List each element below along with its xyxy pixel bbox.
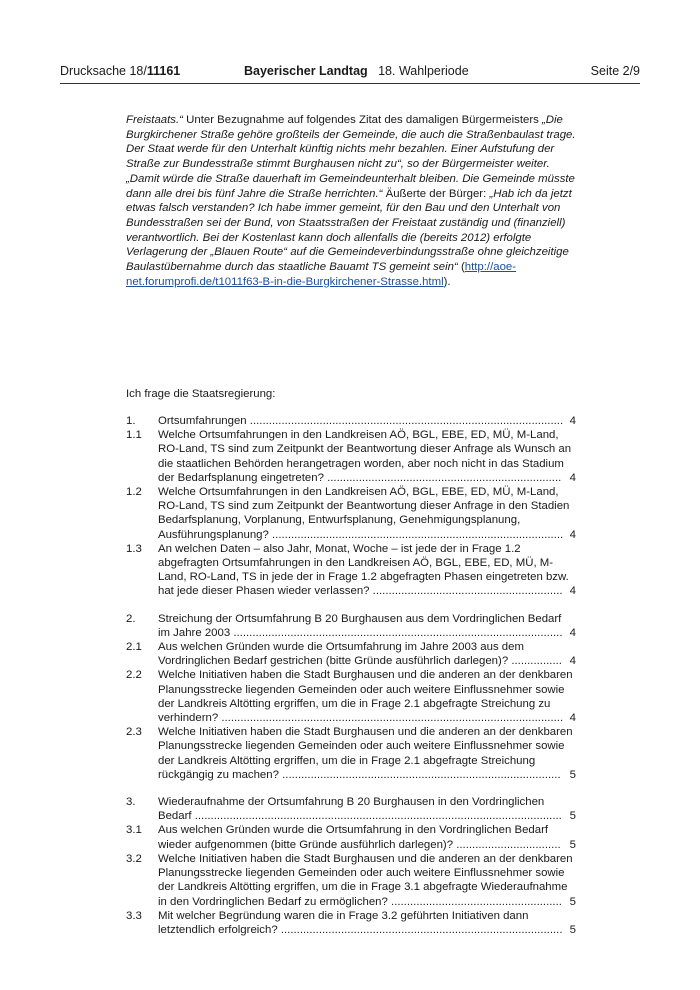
toc-entry-number: 1.3 (126, 542, 142, 555)
toc-entry (126, 668, 576, 725)
page-header (60, 64, 640, 82)
toc-leader-dots: .......................................................................... (323, 471, 562, 484)
toc-entry (126, 852, 576, 909)
toc-entry (126, 414, 576, 428)
toc-entry-text: Mit welcher Begründung waren die in Frage 3.2 geführten Initiativen dann letztendlich erfolgreich? (158, 909, 529, 936)
intro-fragment-6: ( (457, 261, 465, 274)
landtag-name: Bayerischer Landtag (244, 64, 368, 78)
toc-entry-number: 1.1 (126, 429, 142, 442)
toc-entry-text: Ortsumfahrungen (158, 415, 247, 427)
toc-entry-page: 4 (569, 655, 576, 668)
toc-entry-page: 4 (569, 585, 576, 598)
toc-entry-text: Streichung der Ortsumfahrung B 20 Burghausen aus dem Vordringlichen Bedarf im Jahre 2003 (158, 612, 562, 639)
toc-entry (126, 795, 576, 823)
page-number: Seite 2/9 (590, 64, 640, 78)
drucksache-number: 11161 (146, 64, 181, 78)
toc-entry-number: 2.3 (126, 726, 142, 739)
question-intro: Ich frage die Staatsregierung: (126, 388, 276, 400)
toc-entry-text: Welche Initiativen haben die Stadt Burghausen und die anderen an der denkbaren Planungsstrecke liegenden Gemeinden oder auch weitere Einflussnehmer sowie der Landkreis Altötting ergriffen, um die in Frage 2.1 abgefragte Streichung rückgängig zu machen? (158, 726, 573, 781)
toc-entry (126, 823, 576, 851)
toc-entry (126, 612, 576, 640)
toc-entry-page: 4 (569, 528, 576, 541)
toc-entry-page: 5 (569, 923, 576, 936)
toc-entry-text: Welche Initiativen haben die Stadt Burghausen und die anderen an der denkbaren Planungsstrecke liegenden Gemeinden oder auch weitere Einflussnehmer sowie der Landkreis Altötting ergriffen, um die in Frage 2.1 abgefragte Streichung zu verhindern? (158, 669, 573, 725)
toc-entry-number: 3. (126, 796, 136, 809)
intro-fragment-1: Freistaats.“ (126, 114, 183, 126)
toc-entry (126, 725, 576, 782)
toc-entry-page: 4 (569, 626, 576, 639)
toc-leader-dots: ........................................................................................................ (230, 626, 563, 639)
toc-leader-dots: ............................................................................................ (268, 528, 564, 541)
toc-entry-page: 5 (569, 768, 576, 781)
drucksache-prefix: Drucksache 18/ (60, 64, 147, 78)
toc-entry-text: Aus welchen Gründen wurde die Ortsumfahrung im Jahre 2003 aus dem Vordringlichen Bedarf gestrichen (bitte Gründe ausführlich darlegen)? (158, 641, 524, 668)
toc-leader-dots: ................ (508, 655, 562, 668)
toc-entry-number: 1. (126, 415, 136, 427)
toc-entry-number: 2.1 (126, 641, 142, 654)
toc-entry-text: An welchen Daten – also Jahr, Monat, Woche – ist jede der in Frage 1.2 abgefragten Ortsumfahrungen in den Landkreisen AÖ, BGL, EBE, ED, MÜ, M-Land, RO-Land, TS in jede der in Frage 1.2 abgefragten Phasen eingetreten bzw. hat jede dieser Phasen wieder verlassen? (158, 542, 569, 598)
toc-leader-dots: ................................. (453, 838, 561, 851)
drucksache-label (60, 64, 180, 78)
toc-section-gap (126, 782, 576, 795)
toc-entry-number: 2.2 (126, 669, 142, 682)
toc-leader-dots: .................................................................................................................... (191, 810, 562, 823)
toc-entry (126, 640, 576, 668)
toc-entry-page: 5 (569, 895, 576, 908)
toc-entry-text: Welche Ortsumfahrungen in den Landkreisen AÖ, BGL, EBE, ED, MÜ, M-Land, RO-Land, TS sind zum Zeitpunkt der Beantwortung dieser Anfrage in den Stadien Bedarfsplanung, Vorplanung, Entwurfsplanung, Genehmigungsplanung, Ausführungsplanung? (158, 486, 570, 541)
toc-entry-text: Aus welchen Gründen wurde die Ortsumfahrung in den Vordringlichen Bedarf wieder aufgenommen (bitte Gründe ausführlich darlegen)? (158, 824, 549, 851)
intro-quote-mayor: „Die Burgkirchener Straße gehöre großteils der Gemeinde, die auch die Straßenbaulast trage. Der Staat werde für den Unterhalt künftig nichts mehr bezahlen. Einer Aufstufung der Straße zur Bundesstraße stimmt Burghausen nicht zu“, so der Bürgermeister weiter. „Damit würde die Straße dauerhaft im Gemeindeunterhalt bleiben. Die Gemeinde müsste dann alle drei bis fünf Jahre die Straße herrichten.“ (126, 114, 576, 200)
intro-paragraph (126, 113, 576, 289)
toc-entry (126, 909, 576, 937)
toc-leader-dots: ................................................................................................... (246, 415, 564, 427)
toc-entry (126, 542, 576, 599)
toc-entry-number: 1.2 (126, 486, 142, 499)
toc-entry-page: 4 (569, 712, 576, 725)
toc-entry-text: Welche Ortsumfahrungen in den Landkreisen AÖ, BGL, EBE, ED, MÜ, M-Land, RO-Land, TS sind zum Zeitpunkt der Beantwortung dieser Anfrage als Wunsch an die staatlichen Behörden herangetragen worden, aber noch nicht in das Stadium der Bedarfsplanung eingetreten? (158, 429, 572, 484)
toc-leader-dots: ...................................................... (387, 895, 562, 908)
toc-leader-dots: ............................................................ (369, 585, 563, 598)
toc-entry-text: Wiederaufnahme der Ortsumfahrung B 20 Burghausen in den Vordringlichen Bedarf (158, 796, 545, 823)
forum-link[interactable]: http://aoe-net.forumprofi.de/t1011f63-B-in-die-Burgkirchener-Strasse.html (126, 261, 517, 288)
toc-entry-number: 3.3 (126, 909, 142, 922)
toc-entry-number: 3.2 (126, 852, 142, 865)
toc-entry-page: 5 (569, 838, 576, 851)
intro-fragment-4: Äußerte der Bürger: (382, 187, 490, 200)
toc-entry (126, 428, 576, 485)
intro-fragment-2: Unter Bezugnahme auf folgendes Zitat des damaligen Bürgermeisters (182, 114, 542, 126)
toc-entry-page: 4 (569, 415, 576, 427)
toc-entry-page: 4 (569, 471, 576, 484)
toc-entry-number: 3.1 (126, 824, 142, 837)
intro-fragment-7: ). (443, 275, 451, 288)
toc-leader-dots: ......................................................................................... (277, 923, 563, 936)
header-rule (60, 83, 640, 84)
table-of-contents (126, 414, 576, 937)
toc-entry (126, 485, 576, 542)
wahlperiode: 18. Wahlperiode (378, 64, 469, 78)
toc-leader-dots: ............................................................................................................ (218, 712, 564, 725)
toc-entry-text: Welche Initiativen haben die Stadt Burghausen und die anderen an der denkbaren Planungsstrecke liegenden Gemeinden oder auch weitere Einflussnehmer sowie der Landkreis Altötting ergriffen, um die in Frage 3.1 abgefragte Wiederaufnahme in den Vordringlichen Bedarf zu ermöglichen? (158, 852, 573, 908)
intro-quote-citizen: „Hab ich da jetzt etwas falsch verstanden? Ich habe immer gemeint, für den Bau und den Unterhalt von Bundesstraßen sei der Bund, von Staatsstraßen der Freistaat zuständig und (finanziell) verantwortlich. Bei der Kostenlast kann doch allenfalls die (bereits 2012) erfolgte Verlagerung der „Blauen Route“ auf die Gemeindeverbindungsstraße ohne gleichzeitige Baulastübernahme durch das staatliche Bauamt TS gemeint sein“ (126, 187, 572, 274)
toc-entry-number: 2. (126, 612, 136, 625)
toc-entry-page: 5 (569, 810, 576, 823)
parliament-info (244, 64, 469, 78)
toc-section-gap (126, 599, 576, 612)
toc-leader-dots: ........................................................................................ (278, 768, 561, 781)
